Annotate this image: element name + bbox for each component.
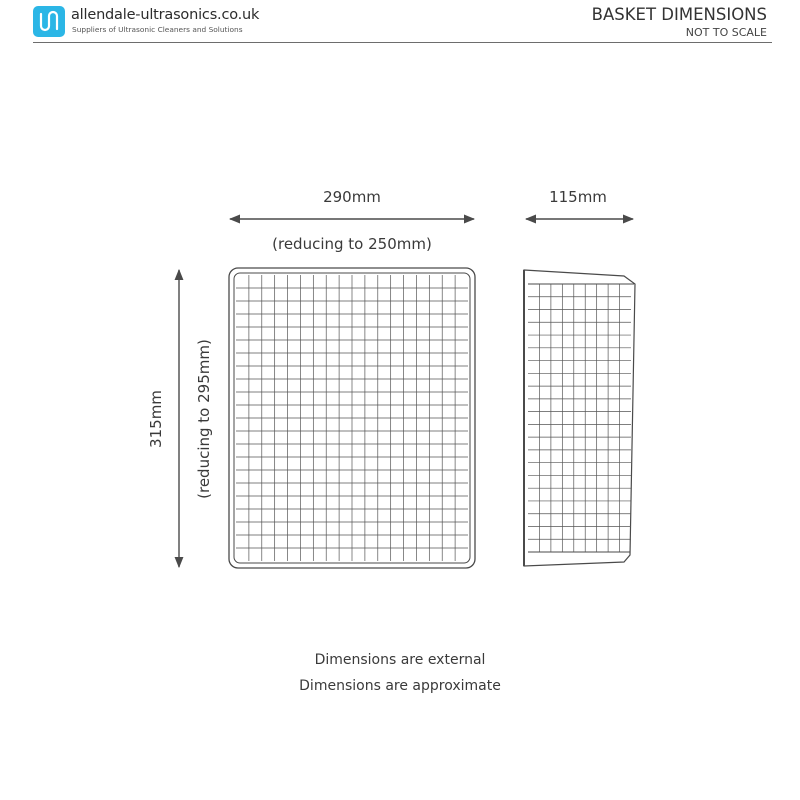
page-subtitle: NOT TO SCALE <box>685 26 767 39</box>
height-label: 315mm <box>147 390 165 448</box>
page-title: BASKET DIMENSIONS <box>591 5 767 24</box>
note-approximate: Dimensions are approximate <box>299 678 501 694</box>
note-external: Dimensions are external <box>314 652 486 668</box>
height-reducing-label: (reducing to 295mm) <box>195 339 213 499</box>
site-tagline: Suppliers of Ultrasonic Cleaners and Solutions <box>72 25 243 34</box>
site-name: allendale-ultrasonics.co.uk <box>71 7 260 23</box>
basket-front-view <box>229 268 475 568</box>
basket-side-view <box>524 270 635 566</box>
width-label: 290mm <box>323 188 381 206</box>
depth-label: 115mm <box>549 188 607 206</box>
width-reducing-label: (reducing to 250mm) <box>272 235 432 253</box>
